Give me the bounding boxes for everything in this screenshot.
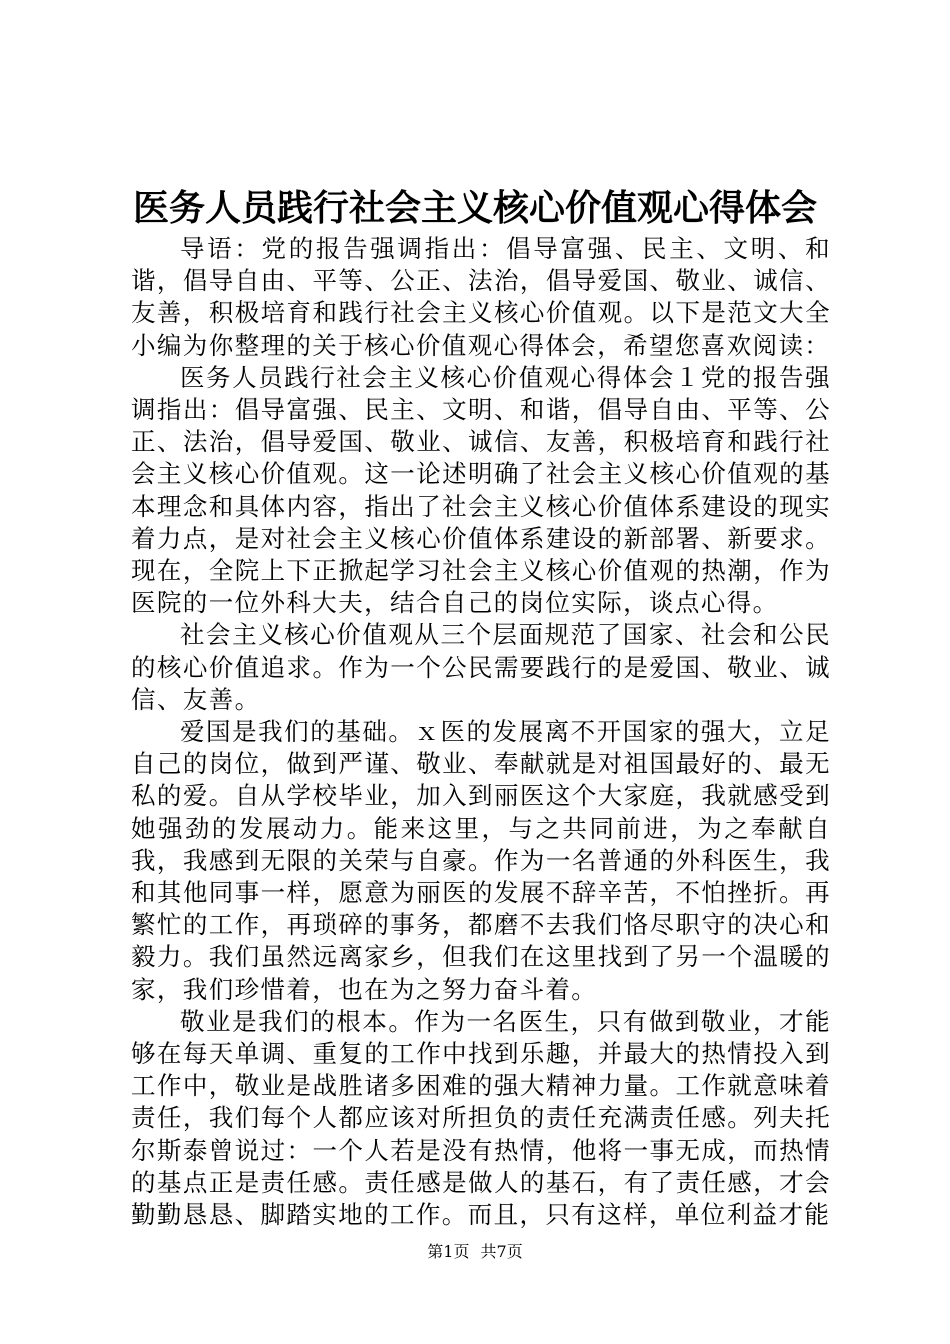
paragraph-3: 爱国是我们的基础。ｘ医的发展离不开国家的强大，立足自己的岗位，做到严谨、敬业、奉献就是对祖国最好的、最无私的爱。自从学校毕业，加入到丽医这个大家庭，我就感受到她强劲的发展动力。能来这里，与之共同前进，为之奉献自我，我感到无限的关荣与自豪。作为一名普通的外科医生，我和其他同事一样，愿意为丽医的发展不辞辛苦，不怕挫折。再繁忙的工作，再琐碎的事务，都磨不去我们恪尽职守的决心和毅力。我们虽然远离家乡，但我们在这里找到了另一个温暖的家，我们珍惜着，也在为之努力奋斗着。	[131, 717, 831, 1004]
paragraph-intro: 导语：党的报告强调指出：倡导富强、民主、文明、和谐，倡导自由、平等、公正、法治，倡导爱国、敬业、诚信、友善，积极培育和践行社会主义核心价值观。以下是范文大全小编为你整理的关于核心价值观心得体会，希望您喜欢阅读：	[131, 234, 831, 360]
page-footer	[0, 1242, 950, 1262]
document-body	[131, 233, 831, 1231]
paragraph-2: 社会主义核心价值观从三个层面规范了国家、社会和公民的核心价值追求。作为一个公民需要践行的是爱国、敬业、诚信、友善。	[131, 620, 831, 714]
paragraph-4: 敬业是我们的根本。作为一名医生，只有做到敬业，才能够在每天单调、重复的工作中找到乐趣，并最大的热情投入到工作中，敬业是战胜诸多困难的强大精神力量。工作就意味着责任，我们每个人都应该对所担负的责任充满责任感。列夫托尔斯泰曾说过：一个人若是没有热情，他将一事无成，而热情的基点正是责任感。责任感是做人的基石，有了责任感，才会勤勤恳恳、脚踏实地的工作。而且，只有这样，单位利益才能	[131, 1006, 831, 1230]
document-title: 医务人员践行社会主义核心价值观心得体会	[132, 187, 817, 229]
page-number: 第1页	[427, 1242, 470, 1261]
page-total: 共7页	[480, 1242, 523, 1261]
paragraph-1: 医务人员践行社会主义核心价值观心得体会１党的报告强调指出：倡导富强、民主、文明、和谐，倡导自由、平等、公正、法治，倡导爱国、敬业、诚信、友善，积极培育和践行社会主义核心价值观。这一论述明确了社会主义核心价值观的基本理念和具体内容，指出了社会主义核心价值体系建设的现实着力点，是对社会主义核心价值体系建设的新部署、新要求。现在，全院上下正掀起学习社会主义核心价值观的热潮，作为医院的一位外科大夫，结合自己的岗位实际，谈点心得。	[131, 362, 831, 618]
